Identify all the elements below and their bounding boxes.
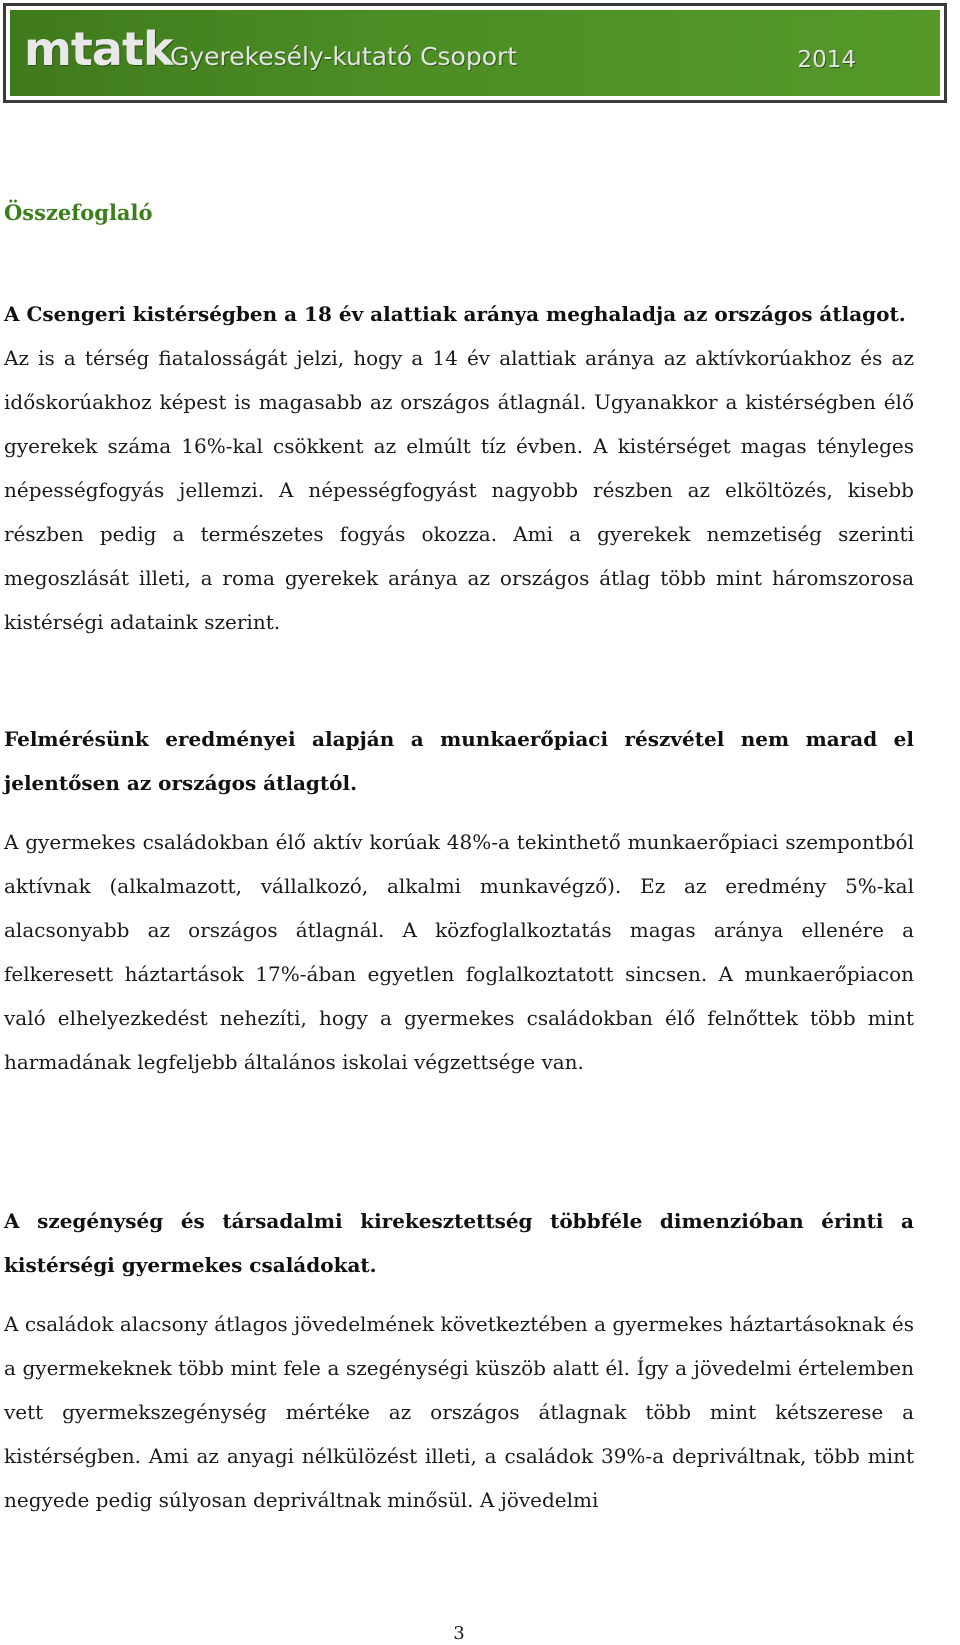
section-heading: Összefoglaló [4, 200, 153, 225]
paragraph-2-lead: Felmérésünk eredményei alapján a munkaerőpiaci részvétel nem marad el jelentősen az országos átlagtól. [4, 727, 914, 795]
header-banner-background [10, 10, 940, 96]
page-number: 3 [453, 1623, 465, 1644]
paragraph-1-body: Az is a térség fiatalosságát jelzi, hogy a 14 év alattiak aránya az aktívkorúakhoz és az időskorúakhoz képest is magasabb az országos átlagnál. Ugyanakkor a kistérségben élő gyerekek száma 16%-kal csökkent az elmúlt tíz évben. A kistérséget magas tényleges népességfogyás jellemzi. A népességfogyást nagyobb részben az elköltözés, kisebb részben pedig a természetes fogyás okozza. Ami a gyerekek nemzetiség szerinti megoszlását illeti, a roma gyerekek aránya az országos átlag több mint háromszorosa kistérségi adataink szerint. [4, 346, 914, 634]
paragraph-3-body: A családok alacsony átlagos jövedelmének következtében a gyermekes háztartásoknak és a gyermekeknek több mint fele a szegénységi küszöb alatt él. Így a jövedelmi értelemben vett gyermekszegénység mértéke az országos átlagnak több mint kétszerese a kistérségben. Ami az anyagi nélkülözést illeti, a családok 39%-a depriváltnak, több mint negyede pedig súlyosan depriváltnak minősül. A jövedelmi [4, 1312, 914, 1512]
research-group-name: Gyerekesély-kutató Csoport [170, 42, 518, 71]
mtatk-logo: mtatk [24, 22, 173, 76]
header-year: 2014 [797, 47, 856, 73]
paragraph-2-body: A gyermekes családokban élő aktív korúak 48%-a tekinthető munkaerőpiaci szempontból aktívnak (alkalmazott, vállalkozó, alkalmi munkavégző). Ez az eredmény 5%-kal alacsonyabb az országos átlagnál. A közfoglalkoztatás magas aránya ellenére a felkeresett háztartások 17%-ában egyetlen foglalkoztatott sincsen. A munkaerőpiacon való elhelyezkedést nehezíti, hogy a gyermekes családokban élő felnőttek több mint harmadának legfeljebb általános iskolai végzettsége van. [4, 830, 914, 1074]
paragraph-3-lead: A szegénység és társadalmi kirekesztettség többféle dimenzióban érinti a kistérségi gyermekes családokat. [4, 1209, 914, 1277]
paragraph-1-lead: A Csengeri kistérségben a 18 év alattiak aránya meghaladja az országos átlagot. [4, 302, 906, 326]
header-banner [3, 3, 947, 103]
